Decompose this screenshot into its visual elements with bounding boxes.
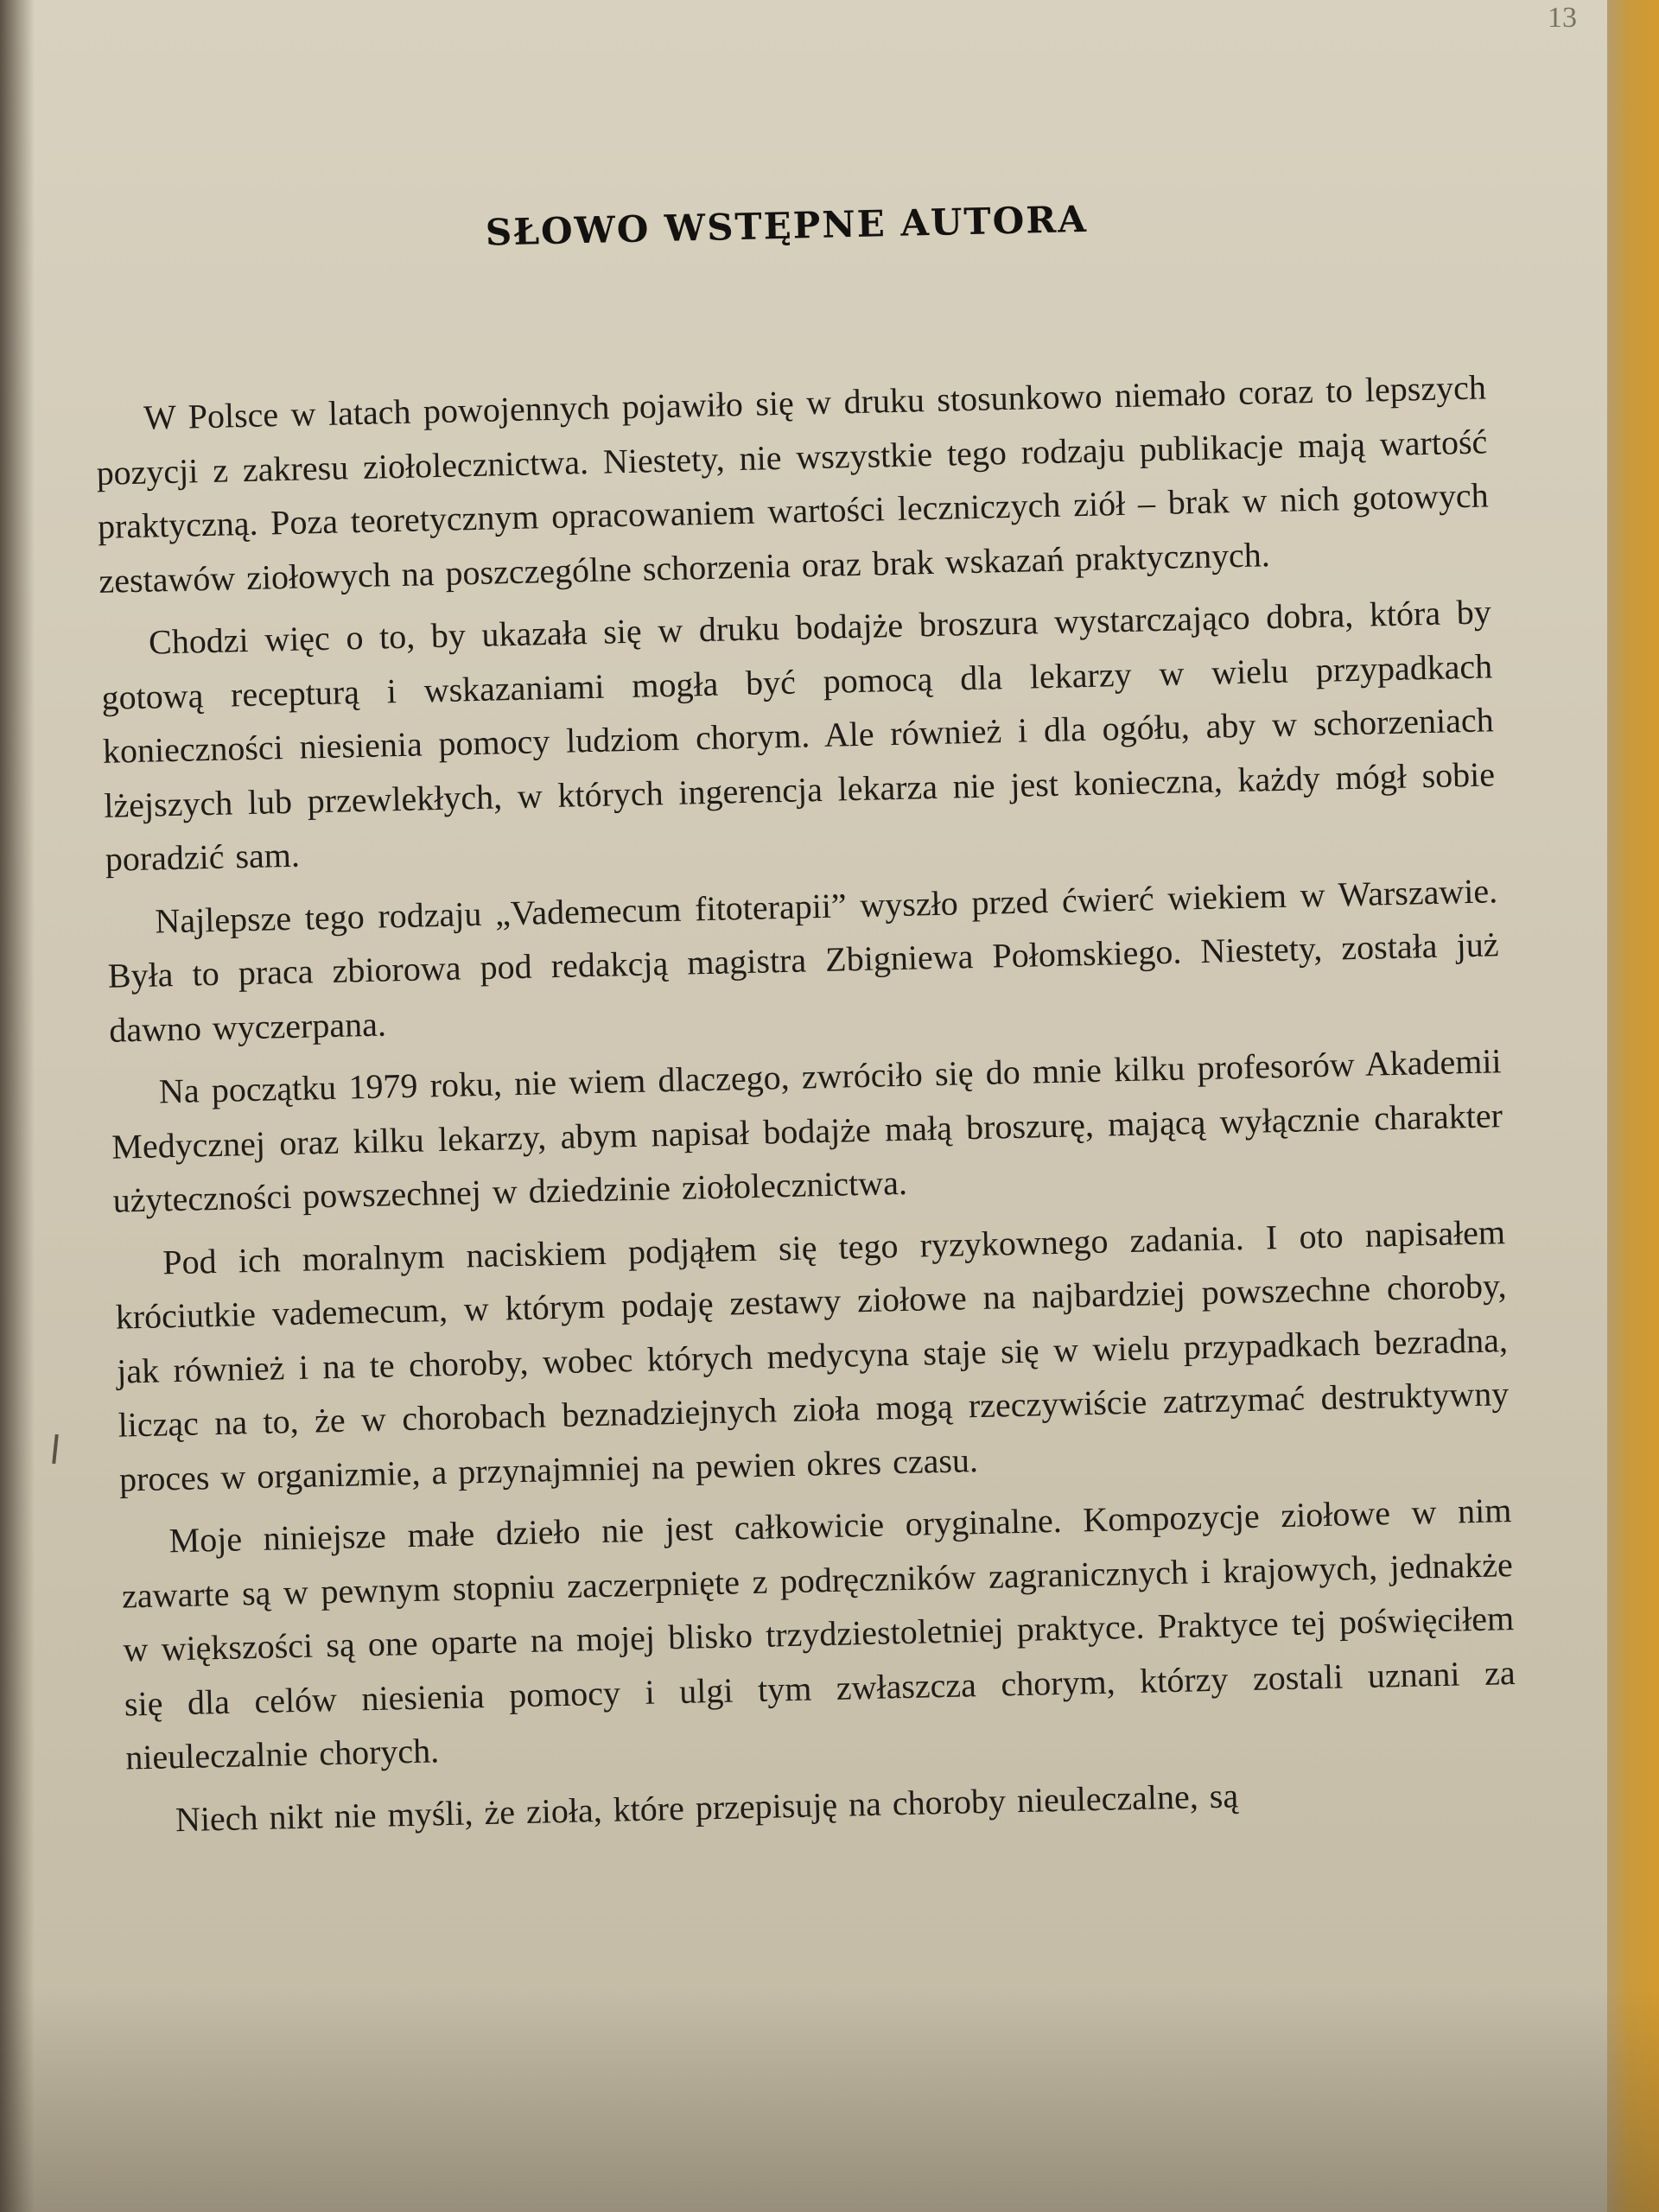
page-edge bbox=[1607, 0, 1659, 2212]
paragraph-4: Na początku 1979 roku, nie wiem dlaczego, zwróciło się do mnie kilku profesorów Akademii Medycznej oraz kilku lekarzy, abym napisał bodajże małą broszurę, mającą wyłącznie charakter użyteczności powszechnej w dziedzinie ziołolecznictwa. bbox=[111, 1041, 1503, 1220]
margin-mark bbox=[52, 1434, 59, 1464]
paragraph-2: Chodzi więc o to, by ukazała się w druku bodajże broszura wystarczająco dobra, która by gotową recepturą i wskazaniami mogła być pomocą dla lekarzy w wielu przypadkach konieczności niesienia pomocy ludziom chorym. Ale również i dla ogółu, aby w schorzeniach lżejszych lub przewlekłych, w których ingerencja lekarza nie jest konieczna, każdy mógł sobie poradzić sam. bbox=[101, 592, 1496, 879]
page-content bbox=[91, 188, 1519, 1856]
paragraph-6: Moje niniejsze małe dzieło nie jest całkowicie oryginalne. Kompozycje ziołowe w nim zawarte są w pewnym stopniu zaczerpnięte z podręczników zagranicznych i krajowych, jednakże w większości są one oparte na mojej blisko trzydziestoletniej praktyce. Praktyce tej poświęciłem się dla celów niesienia pomocy i ulgi tym zwłaszcza chorym, którzy zostali uznani za nieuleczalnie chorych. bbox=[121, 1491, 1516, 1777]
binding-shadow bbox=[0, 0, 35, 2212]
paragraph-7: Niech nikt nie myśli, że zioła, które przepisuję na choroby nieuleczalne, są bbox=[175, 1775, 1239, 1839]
chapter-title: SŁOWO WSTĘPNE AUTORA bbox=[485, 197, 1089, 254]
paragraph-1: W Polsce w latach powojennych pojawiło się w druku stosunkowo niemało coraz to lepszych pozycji z zakresu ziołolecznictwa. Niestety, nie wszystkie tego rodzaju publikacje mają wartość praktyczną. Poza teoretycznym opracowaniem wartości leczniczych ziół – brak w nich gotowych zestawów ziołowych na poszczególne schorzenia oraz brak wskazań praktycznych. bbox=[96, 367, 1490, 601]
page-number: 13 bbox=[1548, 2, 1577, 34]
bottom-shadow bbox=[0, 1987, 1659, 2212]
paragraph-3: Najlepsze tego rodzaju „Vademecum fitoterapii” wyszło przed ćwierć wiekiem w Warszawie. Była to praca zbiorowa pod redakcją magistra Zbigniewa Połomskiego. Niestety, została już dawno wyczerpana. bbox=[107, 870, 1499, 1050]
paragraph-5: Pod ich moralnym naciskiem podjąłem się tego ryzykownego zadania. I oto napisałem króciutkie vademecum, w którym podaję zestawy ziołowe na najbardziej powszechne choroby, jak również i na te choroby, wobec których medycyna staje się w wielu przypadkach bezradna, licząc na to, że w chorobach beznadziejnych zioła mogą rzeczywiście zatrzymać destruktywny proces w organizmie, a przynajmniej na pewien okres czasu. bbox=[115, 1211, 1510, 1499]
